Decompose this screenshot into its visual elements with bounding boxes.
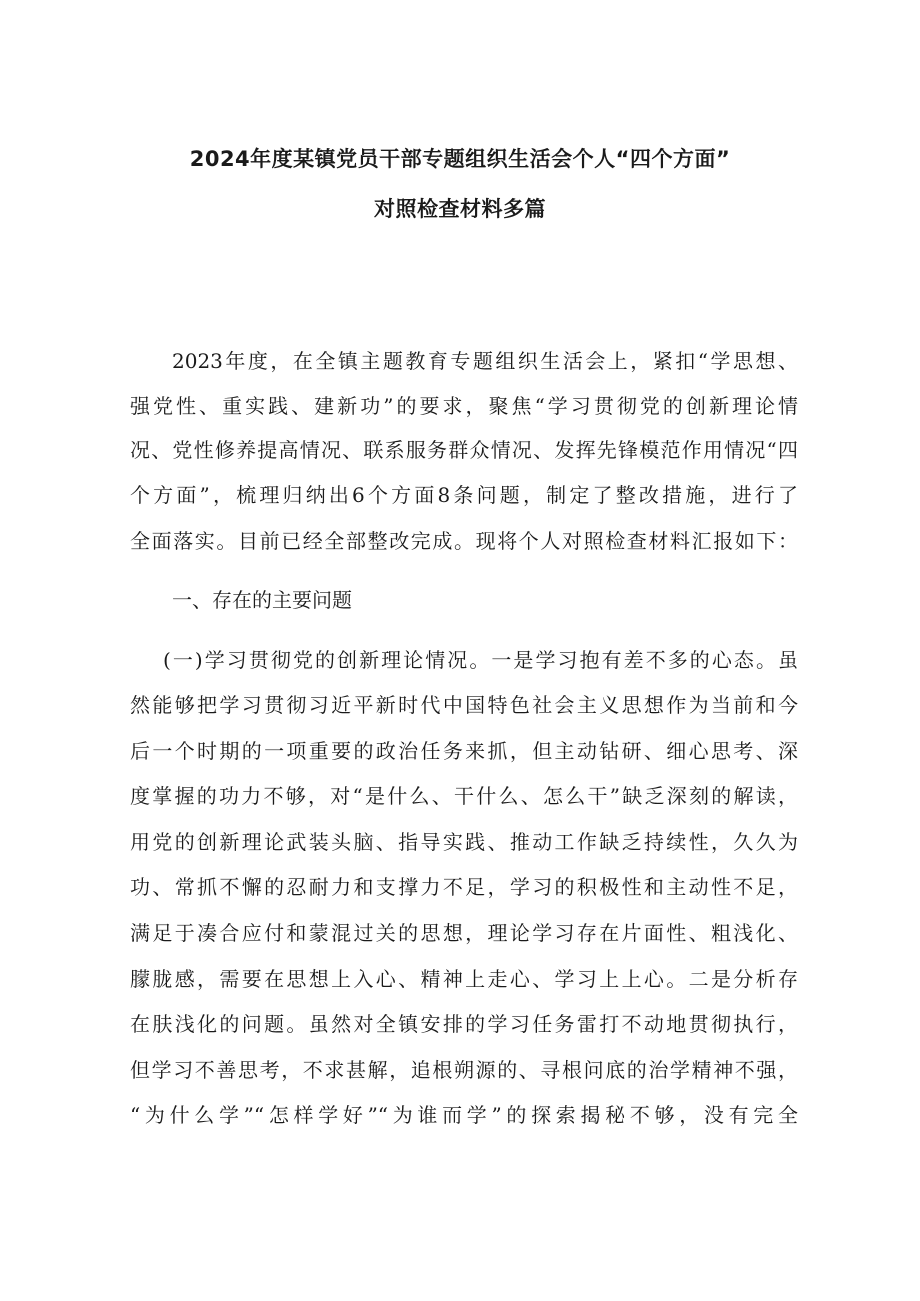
- body-line: 但学习不善思考，不求甚解，追根朔源的、寻根问底的治学精神不强，: [130, 1058, 798, 1082]
- body-line: 用党的创新理论武装头脑、指导实践、推动工作缺乏持续性，久久为: [130, 830, 798, 854]
- body-line: (一)学习贯彻党的创新理论情况。一是学习抱有差不多的心态。虽: [163, 648, 798, 672]
- body-line: 然能够把学习贯彻习近平新时代中国特色社会主义思想作为当前和今: [130, 693, 798, 717]
- intro-line: 况、党性修养提高情况、联系服务群众情况、发挥先锋模范作用情况“四: [130, 438, 798, 462]
- document-title-line-1: 2024年度某镇党员干部专题组织生活会个人“四个方面”: [189, 147, 731, 171]
- section-heading: 一、存在的主要问题: [172, 588, 352, 612]
- body-line: 满足于凑合应付和蒙混过关的思想，理论学习存在片面性、粗浅化、: [130, 921, 798, 945]
- body-line: “为什么学”“怎样学好”“为谁而学”的探索揭秘不够，没有完全: [130, 1103, 798, 1127]
- body-line: 在肤浅化的问题。虽然对全镇安排的学习任务雷打不动地贯彻执行，: [130, 1012, 798, 1036]
- document-title-line-2: 对照检查材料多篇: [374, 197, 546, 221]
- intro-line: 全面落实。目前已经全部整改完成。现将个人对照检查材料汇报如下：: [130, 529, 798, 553]
- body-line: 度掌握的功力不够，对“是什么、干什么、怎么干”缺乏深刻的解读，: [130, 784, 798, 808]
- intro-line: 强党性、重实践、建新功”的要求，聚焦“学习贯彻党的创新理论情: [130, 394, 798, 418]
- body-line: 功、常抓不懈的忍耐力和支撑力不足，学习的积极性和主动性不足，: [130, 875, 798, 899]
- body-line: 朦胧感，需要在思想上入心、精神上走心、学习上上心。二是分析存: [130, 967, 798, 991]
- intro-line: 个方面”，梳理归纳出6个方面8条问题，制定了整改措施，进行了: [130, 483, 798, 507]
- intro-line: 2023年度，在全镇主题教育专题组织生活会上，紧扣“学思想、: [172, 349, 798, 373]
- body-line: 后一个时期的一项重要的政治任务来抓，但主动钻研、细心思考、深: [130, 739, 798, 763]
